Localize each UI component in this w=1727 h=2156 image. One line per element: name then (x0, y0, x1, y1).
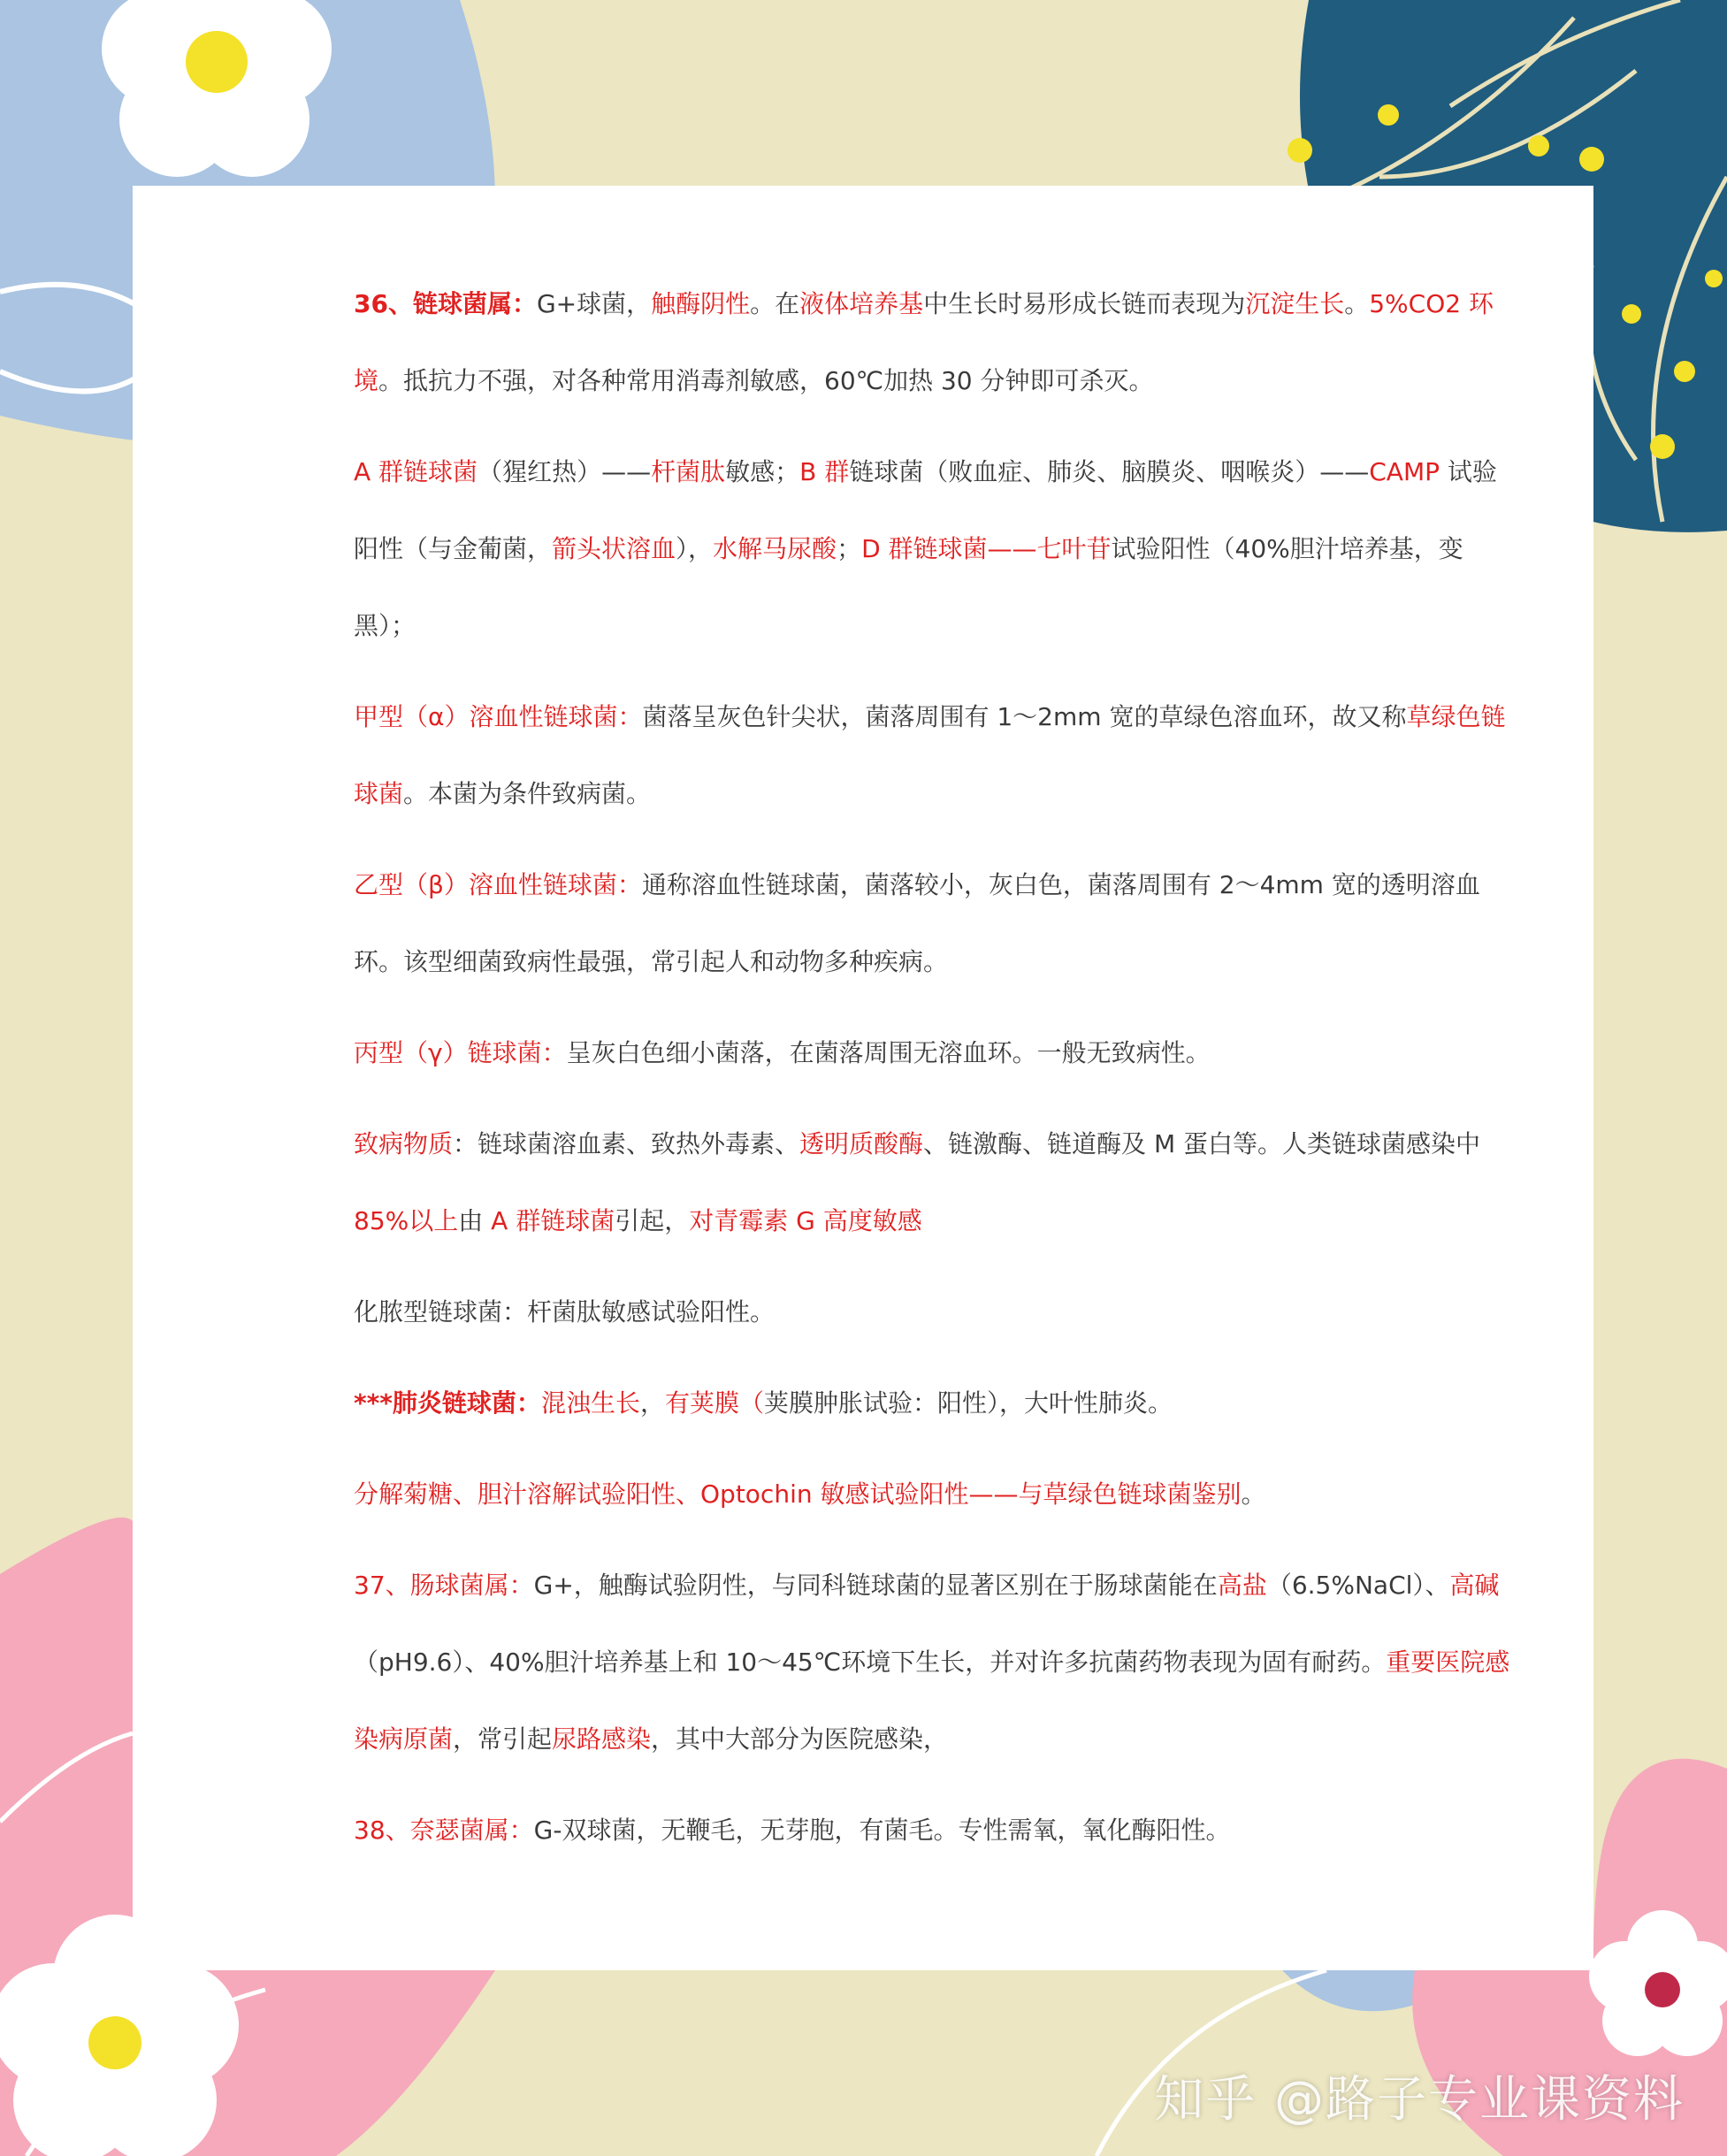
body-text: 试验阳性（40%胆汁培养基，变黑）； (354, 534, 1463, 640)
paragraph (354, 433, 1521, 664)
paragraph (354, 1014, 1521, 1091)
highlighted-text: 高盐 (1217, 1571, 1267, 1600)
body-text: 。抵抗力不强，对各种常用消毒剂敏感，60℃加热 30 分钟即可杀灭。 (378, 366, 1154, 395)
body-text: G+球菌， (536, 289, 652, 318)
highlighted-text: 重要医院感染病原菌 (354, 1648, 1510, 1754)
highlighted-text: 液体培养基 (799, 289, 924, 318)
paragraph (354, 265, 1521, 419)
highlighted-text: A 群链球菌 (491, 1206, 615, 1235)
body-text: （6.5%NaCl）、 (1266, 1571, 1450, 1600)
content-card (133, 186, 1593, 1970)
highlighted-text: D 群链球菌——七叶苷 (861, 534, 1112, 563)
body-text: 。在 (750, 289, 800, 318)
body-text: 中生长时易形成长链而表现为 (923, 289, 1246, 318)
highlighted-text: CAMP (1369, 457, 1440, 486)
body-text: 链球菌（败血症、肺炎、脑膜炎、咽喉炎）—— (849, 457, 1370, 486)
highlighted-text: A 群链球菌 (354, 457, 478, 486)
body-text: 敏感； (725, 457, 800, 486)
body-text: ， (639, 1388, 665, 1418)
paragraph (354, 846, 1521, 1000)
body-text: ，其中大部分为医院感染， (651, 1724, 949, 1754)
highlighted-text: 箭头状溶血 (552, 534, 676, 563)
highlighted-text: 有荚膜（ (664, 1388, 764, 1418)
highlighted-text: 触酶阴性 (651, 289, 751, 318)
highlighted-text: 尿路感染 (552, 1724, 652, 1754)
flower-top-left (102, 0, 332, 177)
body-text: ）， (676, 534, 714, 563)
body-text: 呈灰白色细小菌落，在菌落周围无溶血环。一般无致病性。 (566, 1038, 1211, 1067)
highlighted-text: ***肺炎链球菌： (354, 1388, 541, 1418)
body-text: ：链球菌溶血素、致热外毒素、 (453, 1129, 800, 1158)
body-text: 引起， (615, 1206, 690, 1235)
body-text: 。 (1344, 289, 1370, 318)
paragraph (354, 1365, 1521, 1441)
paragraph (354, 1456, 1521, 1533)
paragraph (354, 1273, 1521, 1350)
document-body (354, 265, 1521, 1883)
highlighted-text: 草绿色链球菌 (354, 702, 1506, 808)
paragraph (354, 1792, 1521, 1869)
highlighted-text: 对青霉素 G 高度敏感 (689, 1206, 922, 1235)
watermark: 知乎 @路子专业课资料 (1154, 2071, 1685, 2129)
highlighted-text: 乙型（β）溶血性链球菌： (354, 870, 642, 899)
body-text: G-双球菌，无鞭毛，无芽胞，有菌毛。专性需氧，氧化酶阳性。 (533, 1816, 1231, 1845)
highlighted-text: 分解菊糖、胆汁溶解试验阳性、Optochin 敏感试验阳性——与草绿色链球菌鉴别 (354, 1479, 1242, 1509)
highlighted-text: 5%CO2 环境 (354, 289, 1494, 395)
paragraph (354, 1105, 1521, 1259)
body-text: 菌落呈灰色针尖状，菌落周围有 1～2mm 宽的草绿色溶血环，故又称 (642, 702, 1407, 731)
highlighted-text: 36、链球菌属： (354, 289, 537, 318)
body-text: ，常引起 (453, 1724, 553, 1754)
highlighted-text: 甲型（α）溶血性链球菌： (354, 702, 643, 731)
highlighted-text: 37、肠球菌属： (354, 1571, 534, 1600)
body-text: ； (837, 534, 862, 563)
highlighted-text: 高碱 (1449, 1571, 1500, 1600)
body-text: 荚膜肿胀试验：阳性），大叶性肺炎。 (763, 1388, 1173, 1418)
highlighted-text: 混浊生长 (540, 1388, 640, 1418)
highlighted-text: 透明质酸酶 (799, 1129, 924, 1158)
body-text: 。本菌为条件致病菌。 (403, 779, 652, 808)
paragraph (354, 678, 1521, 832)
body-text: 。 (1241, 1479, 1266, 1509)
paragraph (354, 1547, 1521, 1778)
highlighted-text: 水解马尿酸 (713, 534, 837, 563)
highlighted-text: 38、奈瑟菌属： (354, 1816, 534, 1845)
body-text: 通称溶血性链球菌，菌落较小，灰白色，菌落周围有 2～4mm 宽的透明溶血环。该型细菌致病性最强，常引起人和动物多种疾病。 (354, 870, 1480, 976)
highlighted-text: 杆菌肽 (651, 457, 726, 486)
body-text: 由 (458, 1206, 492, 1235)
body-text: G+，触酶试验阴性，与同科链球菌的显著区别在于肠球菌能在 (533, 1571, 1218, 1600)
body-text: 、链激酶、链道酶及 M 蛋白等。人类链球菌感染中 (923, 1129, 1481, 1158)
highlighted-text: 丙型（γ）链球菌： (354, 1038, 567, 1067)
body-text: （pH9.6）、40%胆汁培养基上和 10～45℃环境下生长，并对许多抗菌药物表现为固有耐药。 (354, 1648, 1387, 1677)
highlighted-text: B 群 (799, 457, 850, 486)
highlighted-text: 致病物质 (354, 1129, 454, 1158)
body-text: （猩红热）—— (478, 457, 652, 486)
body-text: 化脓型链球菌：杆菌肽敏感试验阳性。 (354, 1297, 776, 1326)
highlighted-text: 85%以上 (354, 1206, 459, 1235)
body-text: 试验阳性（与金葡菌， (354, 457, 1497, 563)
highlighted-text: 沉淀生长 (1245, 289, 1345, 318)
